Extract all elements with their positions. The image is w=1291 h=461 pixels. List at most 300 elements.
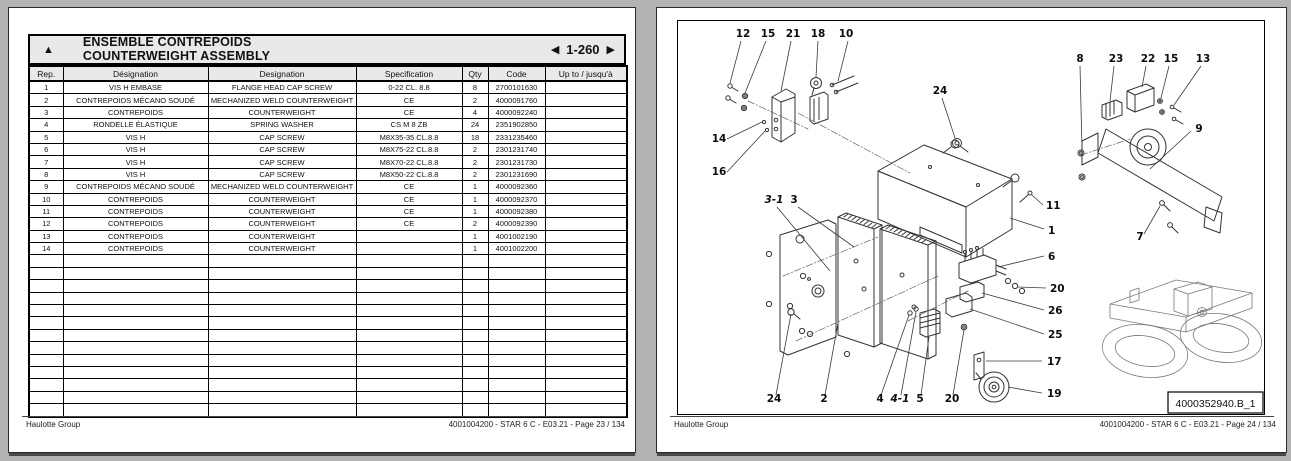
table-cell: 4000092240 [488,106,545,118]
table-cell [208,342,356,354]
table-cell: 12 [29,218,63,230]
table-cell [488,255,545,267]
table-row [29,205,627,217]
table-row [29,218,627,230]
table-cell [462,255,488,267]
callout-number: 16 [711,166,727,178]
table-cell: RONDELLE ÉLASTIQUE [63,119,208,131]
callout-leader-line [901,312,916,395]
table-cell: M8X70-22 CL.8.8 [356,156,462,168]
table-cell [208,292,356,304]
table-cell: 1 [462,205,488,217]
table-cell: 2301231690 [488,168,545,180]
table-cell: 4000092380 [488,205,545,217]
callout-leader-line [881,315,909,395]
table-cell: 4000092390 [488,218,545,230]
table-cell [63,329,208,341]
table-cell [545,267,627,279]
callout-leader-line [1144,206,1160,234]
table-cell [356,230,462,242]
table-cell [63,342,208,354]
table-cell [488,267,545,279]
table-cell: 4000091760 [488,94,545,106]
table-cell [29,292,63,304]
table-cell [488,317,545,329]
footer-pageinfo: 4001004200 - STAR 6 C - E03.21 - Page 24 / 134 [1099,420,1276,429]
table-cell: COUNTERWEIGHT [208,106,356,118]
table-cell [545,193,627,205]
callout-leader-line [1174,66,1201,105]
table-cell [208,267,356,279]
table-cell [208,329,356,341]
table-cell [545,292,627,304]
table-cell [488,292,545,304]
callout-number: 7 [1136,231,1144,243]
callout-leader-line [1018,287,1046,288]
table-cell [545,305,627,317]
table-row [29,106,627,118]
table-cell: M8X50-22 CL.8.8 [356,168,462,180]
table-cell [356,391,462,403]
table-cell [356,255,462,267]
column-header: Désignation [63,66,208,81]
table-cell: CE [356,218,462,230]
table-cell: 2351902850 [488,119,545,131]
callout-leader-line [982,293,1044,310]
table-cell [63,404,208,417]
footer-brand: Haulotte Group [674,420,729,429]
table-cell [462,305,488,317]
table-cell: CONTREPOIDS [63,106,208,118]
table-cell [545,391,627,403]
table-cell: CAP SCREW [208,156,356,168]
page-footer [657,420,1286,434]
callout-leader-line [942,98,955,138]
table-cell: 2700101630 [488,81,545,94]
table-cell [545,156,627,168]
callout-number: 5 [916,393,924,405]
table-cell [356,329,462,341]
table-cell [488,391,545,403]
table-cell: 8 [462,81,488,94]
callout-leader-line [1032,195,1043,205]
table-cell [488,305,545,317]
table-cell [208,404,356,417]
table-cell: 14 [29,243,63,255]
table-cell [356,305,462,317]
column-header: Qty [462,66,488,81]
table-cell: 2301231730 [488,156,545,168]
table-cell [356,280,462,292]
table-cell [63,267,208,279]
table-cell: CE [356,205,462,217]
table-cell [545,218,627,230]
table-cell: 8 [29,168,63,180]
parts-table-body [29,81,627,417]
table-cell: 2331235460 [488,131,545,143]
footer-brand: Haulotte Group [26,420,81,429]
table-cell [356,404,462,417]
table-cell: CONTREPOIDS [63,193,208,205]
callout-leader-line [1010,218,1044,229]
table-cell [545,280,627,292]
table-cell: M8X75-22 CL.8.8 [356,143,462,155]
table-cell: 1 [462,193,488,205]
callout-number: 21 [785,28,801,40]
table-row-empty [29,354,627,366]
table-cell [545,329,627,341]
footer-rule [22,416,626,417]
callout-leader-line [998,256,1044,267]
table-cell: 4001002200 [488,243,545,255]
table-cell: 4000092370 [488,193,545,205]
table-cell: CONTREPOIDS [63,230,208,242]
prev-figure-icon[interactable]: ◀ [550,44,560,56]
table-cell: 2301231740 [488,143,545,155]
callout-number: 2 [820,393,828,405]
table-cell: CE [356,94,462,106]
table-cell [462,366,488,378]
column-header: Up to / jusqu'à [545,66,627,81]
callout-number: 25 [1048,329,1063,341]
drawing-ref: 4000352940.B_1 [1175,398,1256,410]
callout-number: 15 [1163,53,1179,65]
table-row-empty [29,317,627,329]
table-cell [29,329,63,341]
table-cell [29,404,63,417]
callout-number: 22 [1140,53,1156,65]
table-cell [545,81,627,94]
table-cell [462,292,488,304]
callout-number: 20 [944,393,960,405]
table-cell: VIS H [63,168,208,180]
table-cell [63,366,208,378]
table-cell: 7 [29,156,63,168]
table-cell [63,255,208,267]
table-cell [29,379,63,391]
table-cell [545,230,627,242]
machine-overview-art [1098,280,1264,383]
table-cell [63,354,208,366]
table-cell: MECHANIZED WELD COUNTERWEIGHT [208,94,356,106]
callout-number: 15 [760,28,776,40]
table-cell [208,305,356,317]
table-cell [29,366,63,378]
table-row [29,156,627,168]
table-row-empty [29,329,627,341]
table-row [29,131,627,143]
column-header: Code [488,66,545,81]
table-cell: 1 [462,230,488,242]
table-row [29,193,627,205]
manual-page-24 [656,7,1287,453]
table-cell [356,292,462,304]
callout-leader-line [970,309,1044,334]
table-cell [356,243,462,255]
table-cell [488,379,545,391]
table-row-empty [29,391,627,403]
table-cell: 9 [29,181,63,193]
table-cell [545,131,627,143]
callout-leader-line [1110,66,1114,101]
table-cell: CONTREPOIDS [63,205,208,217]
table-cell [63,317,208,329]
table-cell: CONTREPOIDS MÉCANO SOUDÉ [63,181,208,193]
table-cell [208,391,356,403]
table-cell [488,366,545,378]
callout-leader-line [825,323,838,395]
table-cell [29,342,63,354]
table-cell [29,305,63,317]
table-cell [462,329,488,341]
table-cell: 11 [29,205,63,217]
table-cell [545,106,627,118]
table-cell [208,366,356,378]
table-cell: 18 [462,131,488,143]
table-cell: MECHANIZED WELD COUNTERWEIGHT [208,181,356,193]
callout-number: 4 [876,393,884,405]
table-cell [545,94,627,106]
figure-nav [551,42,615,57]
table-cell [462,379,488,391]
callout-leader-line [921,337,929,395]
table-cell [356,354,462,366]
table-cell [545,379,627,391]
table-row-empty [29,292,627,304]
table-cell [545,181,627,193]
table-cell: FLANGE HEAD CAP SCREW [208,81,356,94]
callout-number: 20 [1050,283,1065,295]
table-cell [545,119,627,131]
table-cell: CAP SCREW [208,168,356,180]
table-cell: 4001002190 [488,230,545,242]
table-cell: 10 [29,193,63,205]
callout-leader-line [816,41,818,77]
callout-leader-line [1080,66,1082,149]
callout-leader-line [727,122,762,139]
table-cell [208,354,356,366]
table-cell: SPRING WASHER [208,119,356,131]
table-row-empty [29,404,627,417]
callout-leader-line [777,207,830,271]
callout-leader-line [745,41,766,93]
callout-number: 1 [1048,225,1056,237]
table-cell: 2 [462,168,488,180]
table-cell: CS M 8 ZB [356,119,462,131]
table-cell: 1 [462,243,488,255]
table-row-empty [29,379,627,391]
table-cell: VIS H [63,156,208,168]
table-cell [545,243,627,255]
table-cell: 3 [29,106,63,118]
table-row [29,168,627,180]
table-row [29,243,627,255]
callout-number: 24 [932,85,948,97]
table-cell: COUNTERWEIGHT [208,218,356,230]
callout-number: 13 [1195,53,1211,65]
figure-ref: 1-260 [566,42,600,57]
callout-number: 11 [1046,200,1061,212]
table-row-empty [29,366,627,378]
callout-number: 14 [711,133,727,145]
table-cell [488,329,545,341]
table-row-empty [29,305,627,317]
table-cell [545,342,627,354]
table-cell [545,168,627,180]
callout-number: 6 [1048,251,1056,263]
table-cell [356,342,462,354]
callout-number: 19 [1047,388,1062,400]
table-cell: VIS H [63,143,208,155]
table-cell [462,342,488,354]
table-cell: CONTREPOIDS [63,218,208,230]
callout-leader-line [1161,66,1169,98]
callout-number: 12 [735,28,751,40]
table-cell [63,280,208,292]
table-cell [29,354,63,366]
column-header: Specification [356,66,462,81]
table-cell: CONTREPOIDS [63,243,208,255]
table-cell: 2 [462,94,488,106]
table-cell [462,280,488,292]
callout-number: 24 [766,393,782,405]
callout-leader-line [781,41,791,91]
parts-table [28,65,628,418]
footer-pageinfo: 4001004200 - STAR 6 C - E03.21 - Page 23 / 134 [448,420,625,429]
column-header: Rep. [29,66,63,81]
exploded-parts-art [726,76,1222,402]
table-cell: 1 [29,81,63,94]
manual-page-23 [8,7,636,453]
section-title-fr: ENSEMBLE CONTREPOIDS [82,35,252,49]
section-title-block [28,34,626,65]
section-title-en: COUNTERWEIGHT ASSEMBLY [82,48,271,63]
callout-number: 8 [1076,53,1084,65]
callout-layer [712,28,1211,405]
table-cell: CAP SCREW [208,143,356,155]
callout-number: 4-1 [890,393,910,405]
table-cell: 2 [29,94,63,106]
table-cell: CONTREPOIDS MÉCANO SOUDÉ [63,94,208,106]
callout-number: 17 [1047,356,1062,368]
column-header: Designation [208,66,356,81]
table-cell: 24 [462,119,488,131]
table-cell [208,255,356,267]
table-cell [29,391,63,403]
table-cell [462,317,488,329]
table-cell: M8X35-35 CL.8.8 [356,131,462,143]
section-title [83,36,270,63]
diagram-svg [678,21,1264,414]
table-cell [545,404,627,417]
callout-leader-line [838,41,848,81]
table-cell: COUNTERWEIGHT [208,205,356,217]
table-row-empty [29,342,627,354]
table-cell: COUNTERWEIGHT [208,243,356,255]
table-row [29,181,627,193]
table-cell: 4 [462,106,488,118]
callout-leader-line [1150,131,1191,169]
table-cell: 13 [29,230,63,242]
table-cell [545,366,627,378]
table-cell [29,280,63,292]
table-cell: 2 [462,218,488,230]
callout-number: 18 [810,28,826,40]
exploded-view-frame [677,20,1265,415]
table-cell: 4000092360 [488,181,545,193]
table-cell [356,267,462,279]
table-cell: COUNTERWEIGHT [208,193,356,205]
table-cell [545,317,627,329]
table-cell: COUNTERWEIGHT [208,230,356,242]
table-cell [545,205,627,217]
callout-number: 3-1 [764,194,784,206]
drawing-ref-box [1168,392,1263,413]
table-cell [29,267,63,279]
page-footer [9,420,635,434]
table-cell [462,404,488,417]
table-cell [462,391,488,403]
table-cell [545,143,627,155]
up-triangle-icon[interactable]: ▲ [43,43,54,56]
callout-number: 23 [1108,53,1124,65]
table-cell [63,391,208,403]
callout-number: 10 [838,28,854,40]
table-cell [545,255,627,267]
table-cell [208,280,356,292]
parts-table-header-row [29,66,627,81]
table-row-empty [29,267,627,279]
callout-number: 9 [1195,123,1203,135]
table-cell: 1 [462,181,488,193]
table-cell [545,354,627,366]
callout-number: 26 [1048,305,1063,317]
table-cell [63,305,208,317]
callout-leader-line [953,330,964,395]
table-cell: CE [356,181,462,193]
table-cell [63,292,208,304]
table-cell [63,379,208,391]
table-row-empty [29,255,627,267]
callout-leader-line [727,131,765,172]
table-row [29,119,627,131]
table-row [29,230,627,242]
table-cell: VIS H EMBASE [63,81,208,94]
table-cell: 2 [462,156,488,168]
table-cell: 0-22 CL. 8.8 [356,81,462,94]
table-cell [488,280,545,292]
table-cell [488,354,545,366]
callout-leader-line [1008,387,1042,393]
callout-number: 3 [790,194,798,206]
table-cell: VIS H [63,131,208,143]
table-cell [29,255,63,267]
table-cell [356,366,462,378]
table-cell [208,317,356,329]
table-cell [356,379,462,391]
next-figure-icon[interactable]: ▶ [606,44,615,56]
table-row [29,81,627,94]
table-row [29,143,627,155]
callout-leader-line [730,41,741,83]
table-cell: CE [356,106,462,118]
table-cell [208,379,356,391]
table-cell: 4 [29,119,63,131]
table-row-empty [29,280,627,292]
table-cell [488,342,545,354]
table-row [29,94,627,106]
table-cell [488,404,545,417]
